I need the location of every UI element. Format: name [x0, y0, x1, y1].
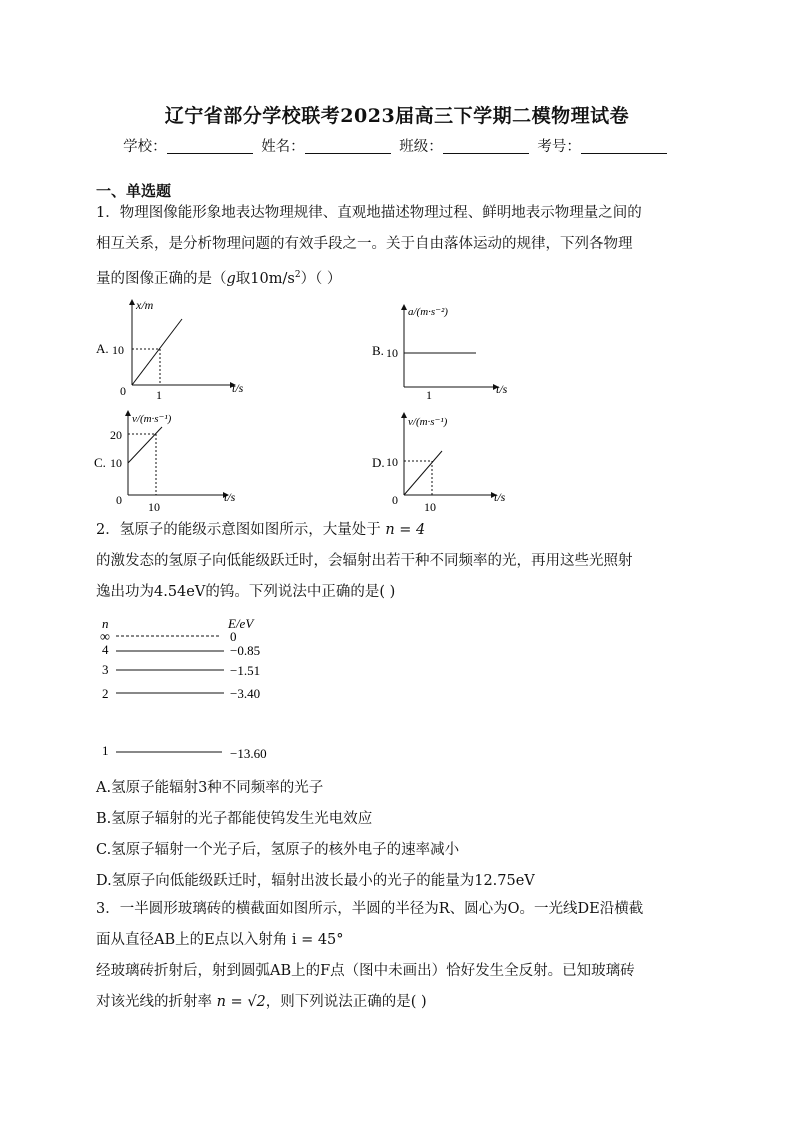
graph-c-xlabel: t/s: [224, 490, 236, 504]
q1-sup: 2: [294, 270, 301, 280]
graph-c-line: [128, 427, 162, 463]
q1-g: g: [226, 270, 236, 287]
q3-n-val: n = √2: [216, 994, 266, 1010]
graph-b-xlabel: t/s: [496, 382, 508, 396]
q3-line4: [96, 987, 696, 1018]
graph-b-ylabel: a/(m·s⁻²): [408, 306, 448, 318]
graph-a-line: [132, 319, 182, 385]
q1-stem: [96, 198, 696, 295]
graph-a[interactable]: [90, 295, 260, 405]
graph-b-label: B.: [372, 343, 384, 358]
q3-stem: [96, 894, 696, 1018]
graph-b-xtick: 1: [426, 388, 432, 402]
graph-a-origin: 0: [120, 384, 126, 398]
graph-d-xlabel: t/s: [494, 490, 506, 504]
q2-option-d[interactable]: D.氢原子向低能级跃迁时，辐射出波长最小的光子的能量为12.75eV: [96, 873, 535, 889]
student-info-line: [0, 135, 794, 156]
q2-stem: [96, 515, 696, 608]
q3-line3: 经玻璃砖折射后，射到圆弧AB上的F点（图中未画出）恰好发生全反射。已知玻璃砖: [96, 963, 635, 979]
graph-d-label: D.: [372, 455, 385, 470]
level-3-e: −1.51: [230, 663, 261, 678]
q3-line4-a: 对该光线的折射率: [96, 994, 212, 1010]
number-label: 考号：: [537, 139, 581, 155]
q1-line3: [96, 260, 696, 295]
q2-line1-a: 2．氢原子的能级示意图如图所示，大量处于: [96, 522, 381, 538]
graph-a-xtick: 1: [156, 388, 162, 402]
name-label: 姓名：: [261, 139, 305, 155]
level-inf-n: ∞: [100, 630, 110, 645]
graph-a-ylabel: x/m: [136, 298, 154, 312]
level-4-e: −0.85: [230, 643, 261, 658]
q2-option-c[interactable]: C.氢原子辐射一个光子后，氢原子的核外电子的速率减小: [96, 842, 460, 858]
q2-option-b[interactable]: B.氢原子辐射的光子都能使钨发生光电效应: [96, 811, 373, 827]
q3-line4-b: ，则下列说法正确的是( ): [265, 994, 427, 1010]
graph-d-ylabel: v/(m·s⁻¹): [408, 416, 448, 428]
graph-c-xtick: 10: [148, 500, 160, 514]
level-1-n: 1: [102, 743, 109, 758]
level-1-e: −13.60: [230, 746, 267, 761]
q3-line2: 面从直径AB上的E点以入射角 i = 45°: [96, 932, 344, 948]
class-label: 班级：: [399, 139, 443, 155]
q1-line3-a: 量的图像正确的是（: [96, 270, 227, 287]
energy-level-diagram[interactable]: [96, 612, 296, 772]
graph-a-xlabel: t/s: [232, 381, 244, 395]
graph-c-ytick: 10: [110, 456, 122, 470]
q1-line3-c: ）（ ）: [300, 270, 342, 287]
q1-line1: 1．物理图像能形象地表达物理规律、直观地描述物理过程、鲜明地表示物理量之间的: [96, 205, 642, 221]
graph-c[interactable]: [90, 407, 250, 517]
graph-c-origin: 0: [116, 493, 122, 507]
graph-a-label: A.: [96, 341, 109, 356]
level-3-n: 3: [102, 662, 109, 677]
level-2-n: 2: [102, 686, 109, 701]
graph-d-xtick: 10: [424, 500, 436, 514]
q1-line2: 相互关系，是分析物理问题的有效手段之一。关于自由落体运动的规律，下列各物理: [96, 236, 633, 252]
school-label: 学校：: [123, 139, 167, 155]
q3-line1: 3．一半圆形玻璃砖的横截面如图所示，半圆的半径为R、圆心为O。一光线DE沿横截: [96, 901, 644, 917]
name-blank[interactable]: [305, 139, 391, 154]
graph-c-ylabel: v/(m·s⁻¹): [132, 413, 172, 425]
graph-d-line: [404, 451, 442, 495]
diagram-n-label: n: [102, 616, 109, 631]
graph-c-ytick-top: 20: [110, 428, 122, 442]
class-blank[interactable]: [443, 139, 529, 154]
number-blank[interactable]: [581, 139, 667, 154]
page-title: 辽宁省部分学校联考2023届高三下学期二模物理试卷: [164, 105, 630, 127]
section-heading: 一、单选题: [96, 182, 172, 200]
q2-n-eq: n = 4: [385, 522, 426, 538]
graph-d[interactable]: [368, 407, 518, 517]
level-4-n: 4: [102, 642, 109, 657]
level-2-e: −3.40: [230, 686, 261, 701]
graph-b-ytick: 10: [386, 346, 398, 360]
q2-option-a[interactable]: A.氢原子能辐射3种不同频率的光子: [96, 780, 324, 796]
q2-line2: 的激发态的氢原子向低能级跃迁时，会辐射出若干种不同频率的光，再用这些光照射: [96, 553, 633, 569]
graph-b[interactable]: [368, 295, 518, 405]
graph-a-ytick: 10: [112, 343, 124, 357]
school-blank[interactable]: [167, 139, 253, 154]
graph-d-origin: 0: [392, 493, 398, 507]
q2-line3: 逸出功为4.54eV的钨。下列说法中正确的是( ): [96, 584, 396, 600]
graph-c-label: C.: [94, 455, 106, 470]
graph-d-ytick: 10: [386, 455, 398, 469]
q2-line1: [96, 515, 696, 546]
level-inf-e: 0: [230, 629, 237, 644]
diagram-e-label: E/eV: [228, 616, 254, 631]
q1-line3-b: 取10m/s: [235, 270, 295, 287]
